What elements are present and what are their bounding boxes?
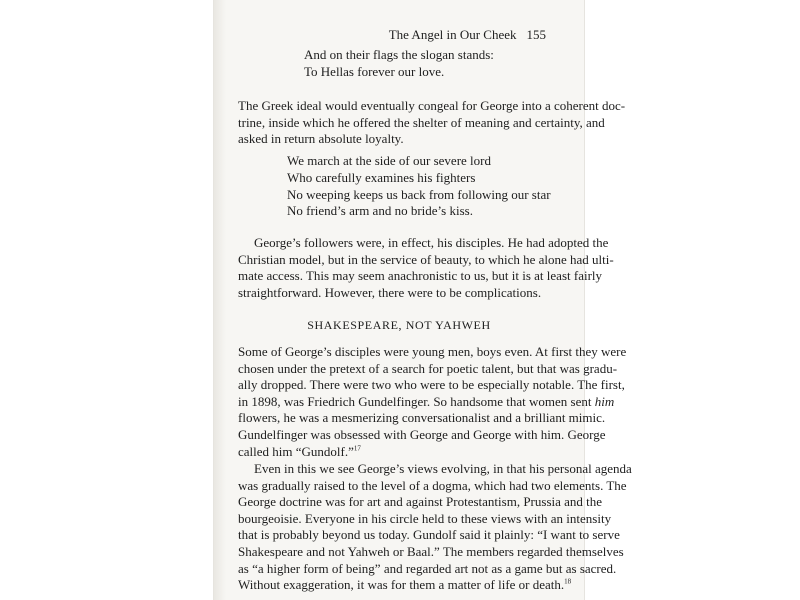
text-line: as “a higher form of being” and regarded art not as a game but as sacred. <box>238 560 617 576</box>
text-line: Christian model, but in the service of beauty, to which he alone had ulti- <box>238 251 614 267</box>
page-number: 155 <box>526 27 546 42</box>
verse-line: No friend’s arm and no bride’s kiss. <box>287 203 473 219</box>
text-line: Gundelfinger was obsessed with George and George with him. George <box>238 426 606 442</box>
footnote-ref-18: 18 <box>564 577 572 586</box>
text-line: Shakespeare and not Yahweh or Baal.” The members regarded themselves <box>238 543 624 559</box>
text-line: ally dropped. There were two who were to be especially notable. The first, <box>238 377 625 393</box>
text-line: was gradually raised to the level of a dogma, which had two elements. The <box>238 477 627 493</box>
book-page <box>214 0 632 600</box>
running-header <box>389 27 546 43</box>
text-line: The Greek ideal would eventually congeal for George into a coherent doc- <box>238 98 626 113</box>
text-line: George’s followers were, in effect, his disciples. He had adopted the <box>254 235 609 250</box>
text-line: Even in this we see George’s views evolving, in that his personal agenda <box>254 461 632 476</box>
text-line: flowers, he was a mesmerizing conversationalist and a brilliant mimic. <box>238 410 606 426</box>
emphasized-word: him <box>594 393 615 409</box>
text-line: that is probably beyond us today. Gundolf said it plainly: “I want to serve <box>238 527 620 543</box>
text-line: bourgeoisie. Everyone in his circle held to these views with an intensity <box>238 510 612 526</box>
paragraph-followers <box>238 235 614 301</box>
verse-line: To Hellas forever our love. <box>304 63 445 79</box>
text-line: Some of George’s disciples were young men, boys even. At first they were <box>238 344 627 359</box>
footnote-ref-17: 17 <box>353 444 361 453</box>
section-heading: SHAKESPEARE, NOT YAHWEH <box>307 318 491 332</box>
text-line: straightforward. However, there were to be complications. <box>238 284 542 300</box>
verse-line: We march at the side of our severe lord <box>287 153 491 168</box>
text-line: trine, inside which he offered the shelter of meaning and certainty, and <box>238 114 605 130</box>
text-segment: Without exaggeration, it was for them a matter of life or death. <box>238 577 565 593</box>
verse-block-1 <box>304 47 494 81</box>
running-title: The Angel in Our Cheek <box>388 27 517 42</box>
text-line: asked in return absolute loyalty. <box>238 131 404 147</box>
text-segment: in 1898, was Friedrich Gundelfinger. So handsome that women sent <box>238 393 592 409</box>
text-line <box>238 577 572 594</box>
text-line: mate access. This may seem anachronistic to us, but it is at least fairly <box>238 268 603 284</box>
text-segment: called him “Gundolf.” <box>238 443 354 459</box>
text-line: chosen under the pretext of a search for poetic talent, but that was gradu- <box>238 360 618 376</box>
paragraph-george-doctrine <box>238 461 632 594</box>
text-line: George doctrine was for art and against Protestantism, Prussia and the <box>238 494 603 510</box>
paragraph-disciples <box>238 344 627 460</box>
text-line <box>238 444 568 461</box>
text-line <box>238 393 615 411</box>
verse-block-2 <box>287 153 551 220</box>
paragraph-greek-ideal <box>238 98 626 148</box>
verse-line: No weeping keeps us back from following our star <box>287 186 551 202</box>
verse-line: And on their flags the slogan stands: <box>304 47 494 62</box>
verse-line: Who carefully examines his fighters <box>287 169 476 185</box>
